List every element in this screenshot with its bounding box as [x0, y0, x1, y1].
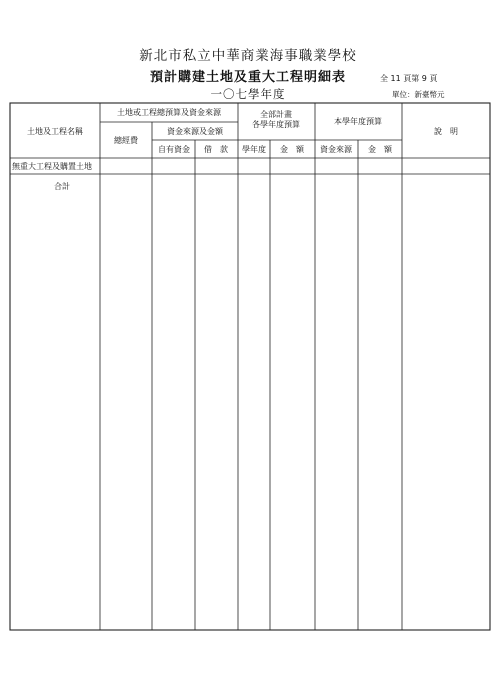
group-header-funding: 資金來源及金額 — [167, 127, 223, 136]
col-header-loan: 借 款 — [204, 145, 228, 154]
page-info: 全 11 頁第 9 頁 — [380, 74, 438, 83]
form-title: 預計購建土地及重大工程明細表 — [149, 70, 346, 85]
group-header-this-year: 本學年度預算 — [334, 117, 382, 126]
table-row-name: 無重大工程及購置土地 — [12, 162, 92, 171]
col-header-name: 土地及工程名稱 — [27, 127, 83, 136]
col-header-school-year: 學年度 — [242, 145, 266, 154]
group-header-plan — [252, 109, 300, 129]
school-name: 新北市私立中華商業海事職業學校 — [139, 48, 357, 64]
group-header-plan-line: 全部計畫 — [260, 110, 292, 119]
col-header-source: 資金來源 — [320, 145, 352, 154]
col-header-remarks: 說 明 — [434, 127, 458, 136]
col-header-amount: 金 額 — [368, 145, 392, 154]
group-header-plan-line: 各學年度預算 — [252, 120, 300, 129]
col-header-total-cost: 總經費 — [114, 136, 138, 145]
group-header-total-budget: 土地或工程總預算及資金來源 — [117, 108, 221, 117]
col-header-own-funds: 自有資金 — [158, 145, 190, 154]
total-label: 合計 — [54, 182, 70, 191]
col-header-plan-amount: 金 額 — [280, 145, 304, 154]
currency-unit: 單位：新臺幣元 — [392, 90, 445, 99]
fiscal-year: 一〇七學年度 — [210, 87, 286, 101]
